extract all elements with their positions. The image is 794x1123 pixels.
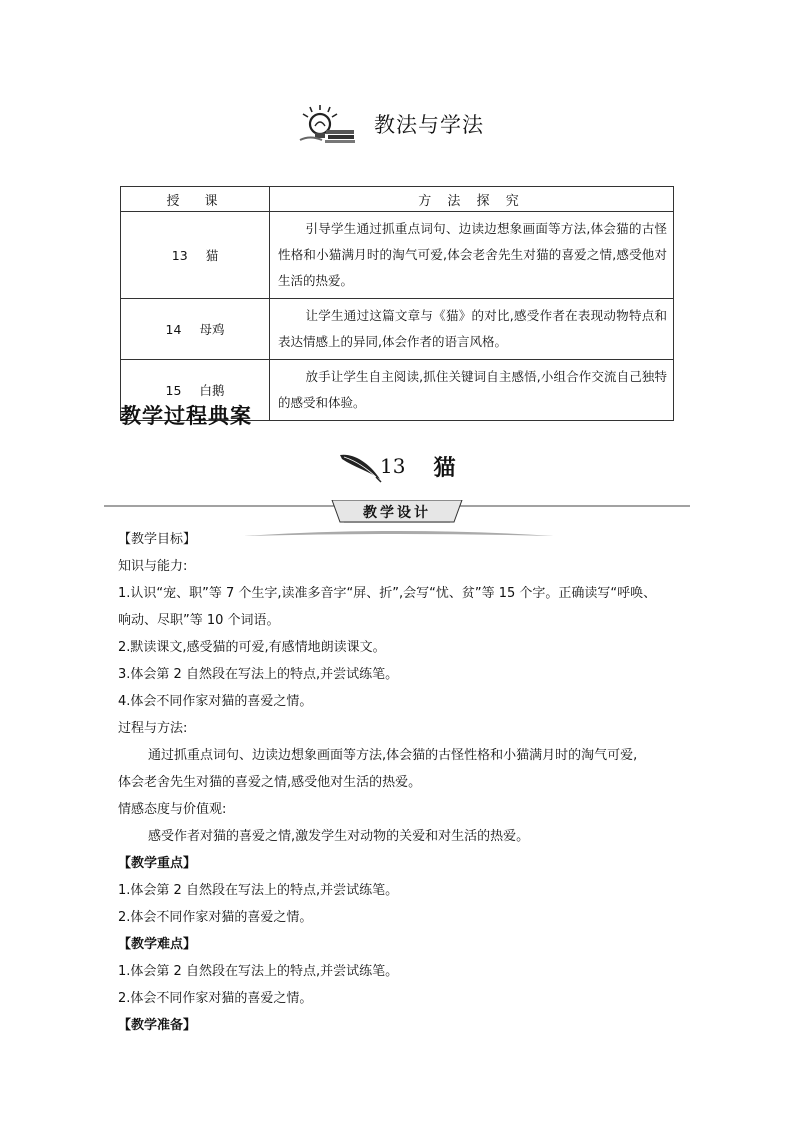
section-header-title: 教法与学法 [374, 113, 484, 137]
key-point-item: 1.体会第 2 自然段在写法上的特点,并尝试练笔。 [118, 883, 399, 898]
lesson-number: 13 [380, 454, 406, 478]
table-header-method: 方 法 探 究 [270, 187, 674, 212]
lesson-title [338, 446, 455, 486]
knowledge-item: 3.体会第 2 自然段在写法上的特点,并尝试练笔。 [118, 667, 399, 682]
attitude-heading: 情感态度与价值观: [118, 802, 227, 817]
key-points-heading: 【教学重点】 [118, 856, 197, 871]
attitude-text: 感受作者对猫的喜爱之情,激发学生对动物的关爱和对生活的热爱。 [148, 829, 530, 844]
teaching-methods-table [120, 186, 674, 421]
knowledge-item: 2.默读课文,感受猫的可爱,有感情地朗读课文。 [118, 640, 386, 655]
quill-feather-icon [338, 449, 382, 483]
table-cell-method: 引导学生通过抓重点词句、边读边想象画面等方法,体会猫的古怪性格和小猫满月时的淘气可爱,体会老舍先生对猫的喜爱之情,感受他对生活的热爱。 [270, 212, 674, 299]
difficult-point-item: 1.体会第 2 自然段在写法上的特点,并尝试练笔。 [118, 964, 399, 979]
table-header-row [121, 187, 674, 212]
process-line: 体会老舍先生对猫的喜爱之情,感受他对生活的热爱。 [118, 775, 422, 790]
difficult-points-heading: 【教学难点】 [118, 937, 197, 952]
preparation-heading: 【教学准备】 [118, 1018, 197, 1033]
table-cell-lesson: 14 母鸡 [121, 299, 270, 360]
section-header [296, 100, 484, 148]
process-heading: 过程与方法: [118, 721, 188, 736]
difficult-point-item: 2.体会不同作家对猫的喜爱之情。 [118, 991, 313, 1006]
section-title: 教学过程典案 [120, 404, 252, 428]
table-cell-lesson: 13 猫 [121, 212, 270, 299]
knowledge-item: 4.体会不同作家对猫的喜爱之情。 [118, 694, 313, 709]
table-row [121, 299, 674, 360]
process-line: 通过抓重点词句、边读边想象画面等方法,体会猫的古怪性格和小猫满月时的淘气可爱, [148, 748, 638, 763]
knowledge-item: 1.认识“宠、职”等 7 个生字,读准多音字“屏、折”,会写“忧、贫”等 15 个字。正确读写“呼唤、 [118, 586, 657, 601]
banner-label: 教学设计 [363, 505, 431, 521]
table-cell-method: 让学生通过这篇文章与《猫》的对比,感受作者在表现动物特点和表达情感上的异同,体会作者的语言风格。 [270, 299, 674, 360]
knowledge-heading: 知识与能力: [118, 559, 188, 574]
key-point-item: 2.体会不同作家对猫的喜爱之情。 [118, 910, 313, 925]
table-cell-lesson: 15 白鹅 [121, 360, 270, 421]
table-header-lesson: 授 课 [121, 187, 270, 212]
knowledge-item: 响动、尽职”等 10 个词语。 [118, 613, 280, 628]
lightbulb-books-icon [296, 104, 358, 144]
table-row [121, 212, 674, 299]
goals-heading: 【教学目标】 [118, 532, 197, 547]
table-cell-method: 放手让学生自主阅读,抓住关键词自主感悟,小组合作交流自己独特的感受和体验。 [270, 360, 674, 421]
lesson-name: 猫 [433, 455, 456, 481]
